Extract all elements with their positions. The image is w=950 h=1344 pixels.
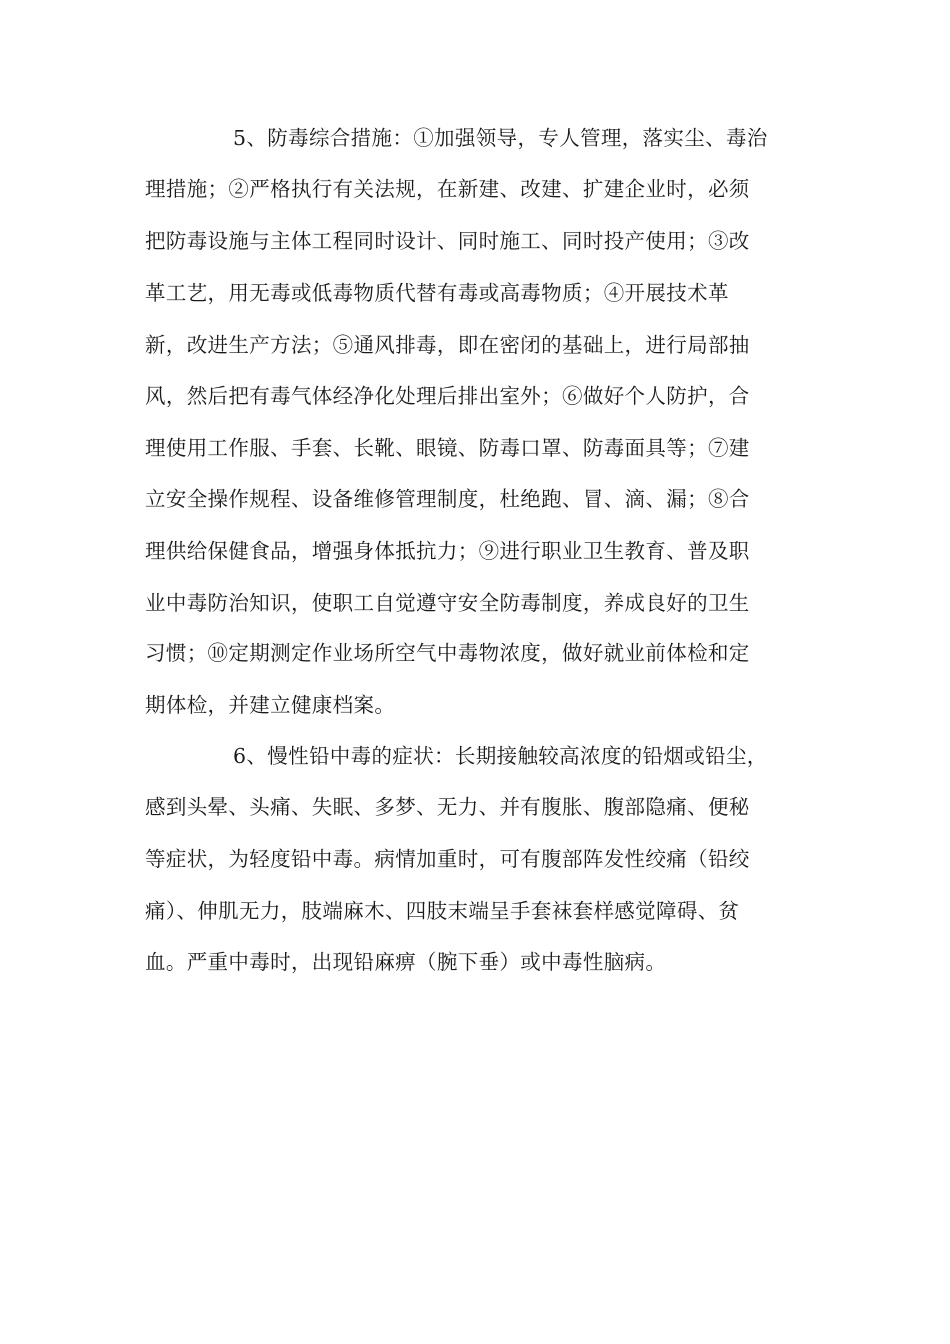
paragraph-line: 把防毒设施与主体工程同时设计、同时施工、同时投产使用；③改: [145, 229, 750, 253]
paragraph-line: 感到头晕、头痛、失眠、多梦、无力、并有腹胀、腹部隐痛、便秘: [145, 795, 750, 819]
paragraph-line: 风，然后把有毒气体经净化处理后排出室外；⑥做好个人防护，合: [145, 384, 750, 408]
paragraph-line: 血。严重中毒时，出现铅麻痹（腕下垂）或中毒性脑病。: [145, 950, 667, 974]
paragraph-line: 立安全操作规程、设备维修管理制度，杜绝跑、冒、滴、漏；⑧合: [145, 487, 750, 511]
paragraph-line: 理措施；②严格执行有关法规，在新建、改建、扩建企业时，必须: [145, 177, 750, 201]
paragraph-line: 新，改进生产方法；⑤通风排毒，即在密闭的基础上，进行局部抽: [145, 333, 750, 357]
paragraph-line: 业中毒防治知识，使职工自觉遵守安全防毒制度，养成良好的卫生: [145, 591, 750, 615]
paragraph-line: 6、慢性铅中毒的症状：长期接触较高浓度的铅烟或铅尘，: [233, 744, 768, 768]
paragraph-line: 革工艺，用无毒或低毒物质代替有毒或高毒物质；④开展技术革: [145, 281, 729, 305]
paragraph-line: 等症状，为轻度铅中毒。病情加重时，可有腹部阵发性绞痛（铅绞: [145, 847, 750, 871]
paragraph-line: 理使用工作服、手套、长靴、眼镜、防毒口罩、防毒面具等；⑦建: [145, 436, 750, 460]
paragraph-line: 5、防毒综合措施：①加强领导，专人管理，落实尘、毒治: [233, 126, 768, 150]
paragraph-line: 理供给保健食品，增强身体抵抗力；⑨进行职业卫生教育、普及职: [145, 539, 750, 563]
paragraph-line: 期体检，并建立健康档案。: [145, 693, 396, 717]
paragraph-line: 痛）、伸肌无力，肢端麻木、四肢末端呈手套袜套样感觉障碍、贫: [145, 899, 740, 923]
paragraph-line: 习惯；⑩定期测定作业场所空气中毒物浓度，做好就业前体检和定: [145, 641, 750, 665]
